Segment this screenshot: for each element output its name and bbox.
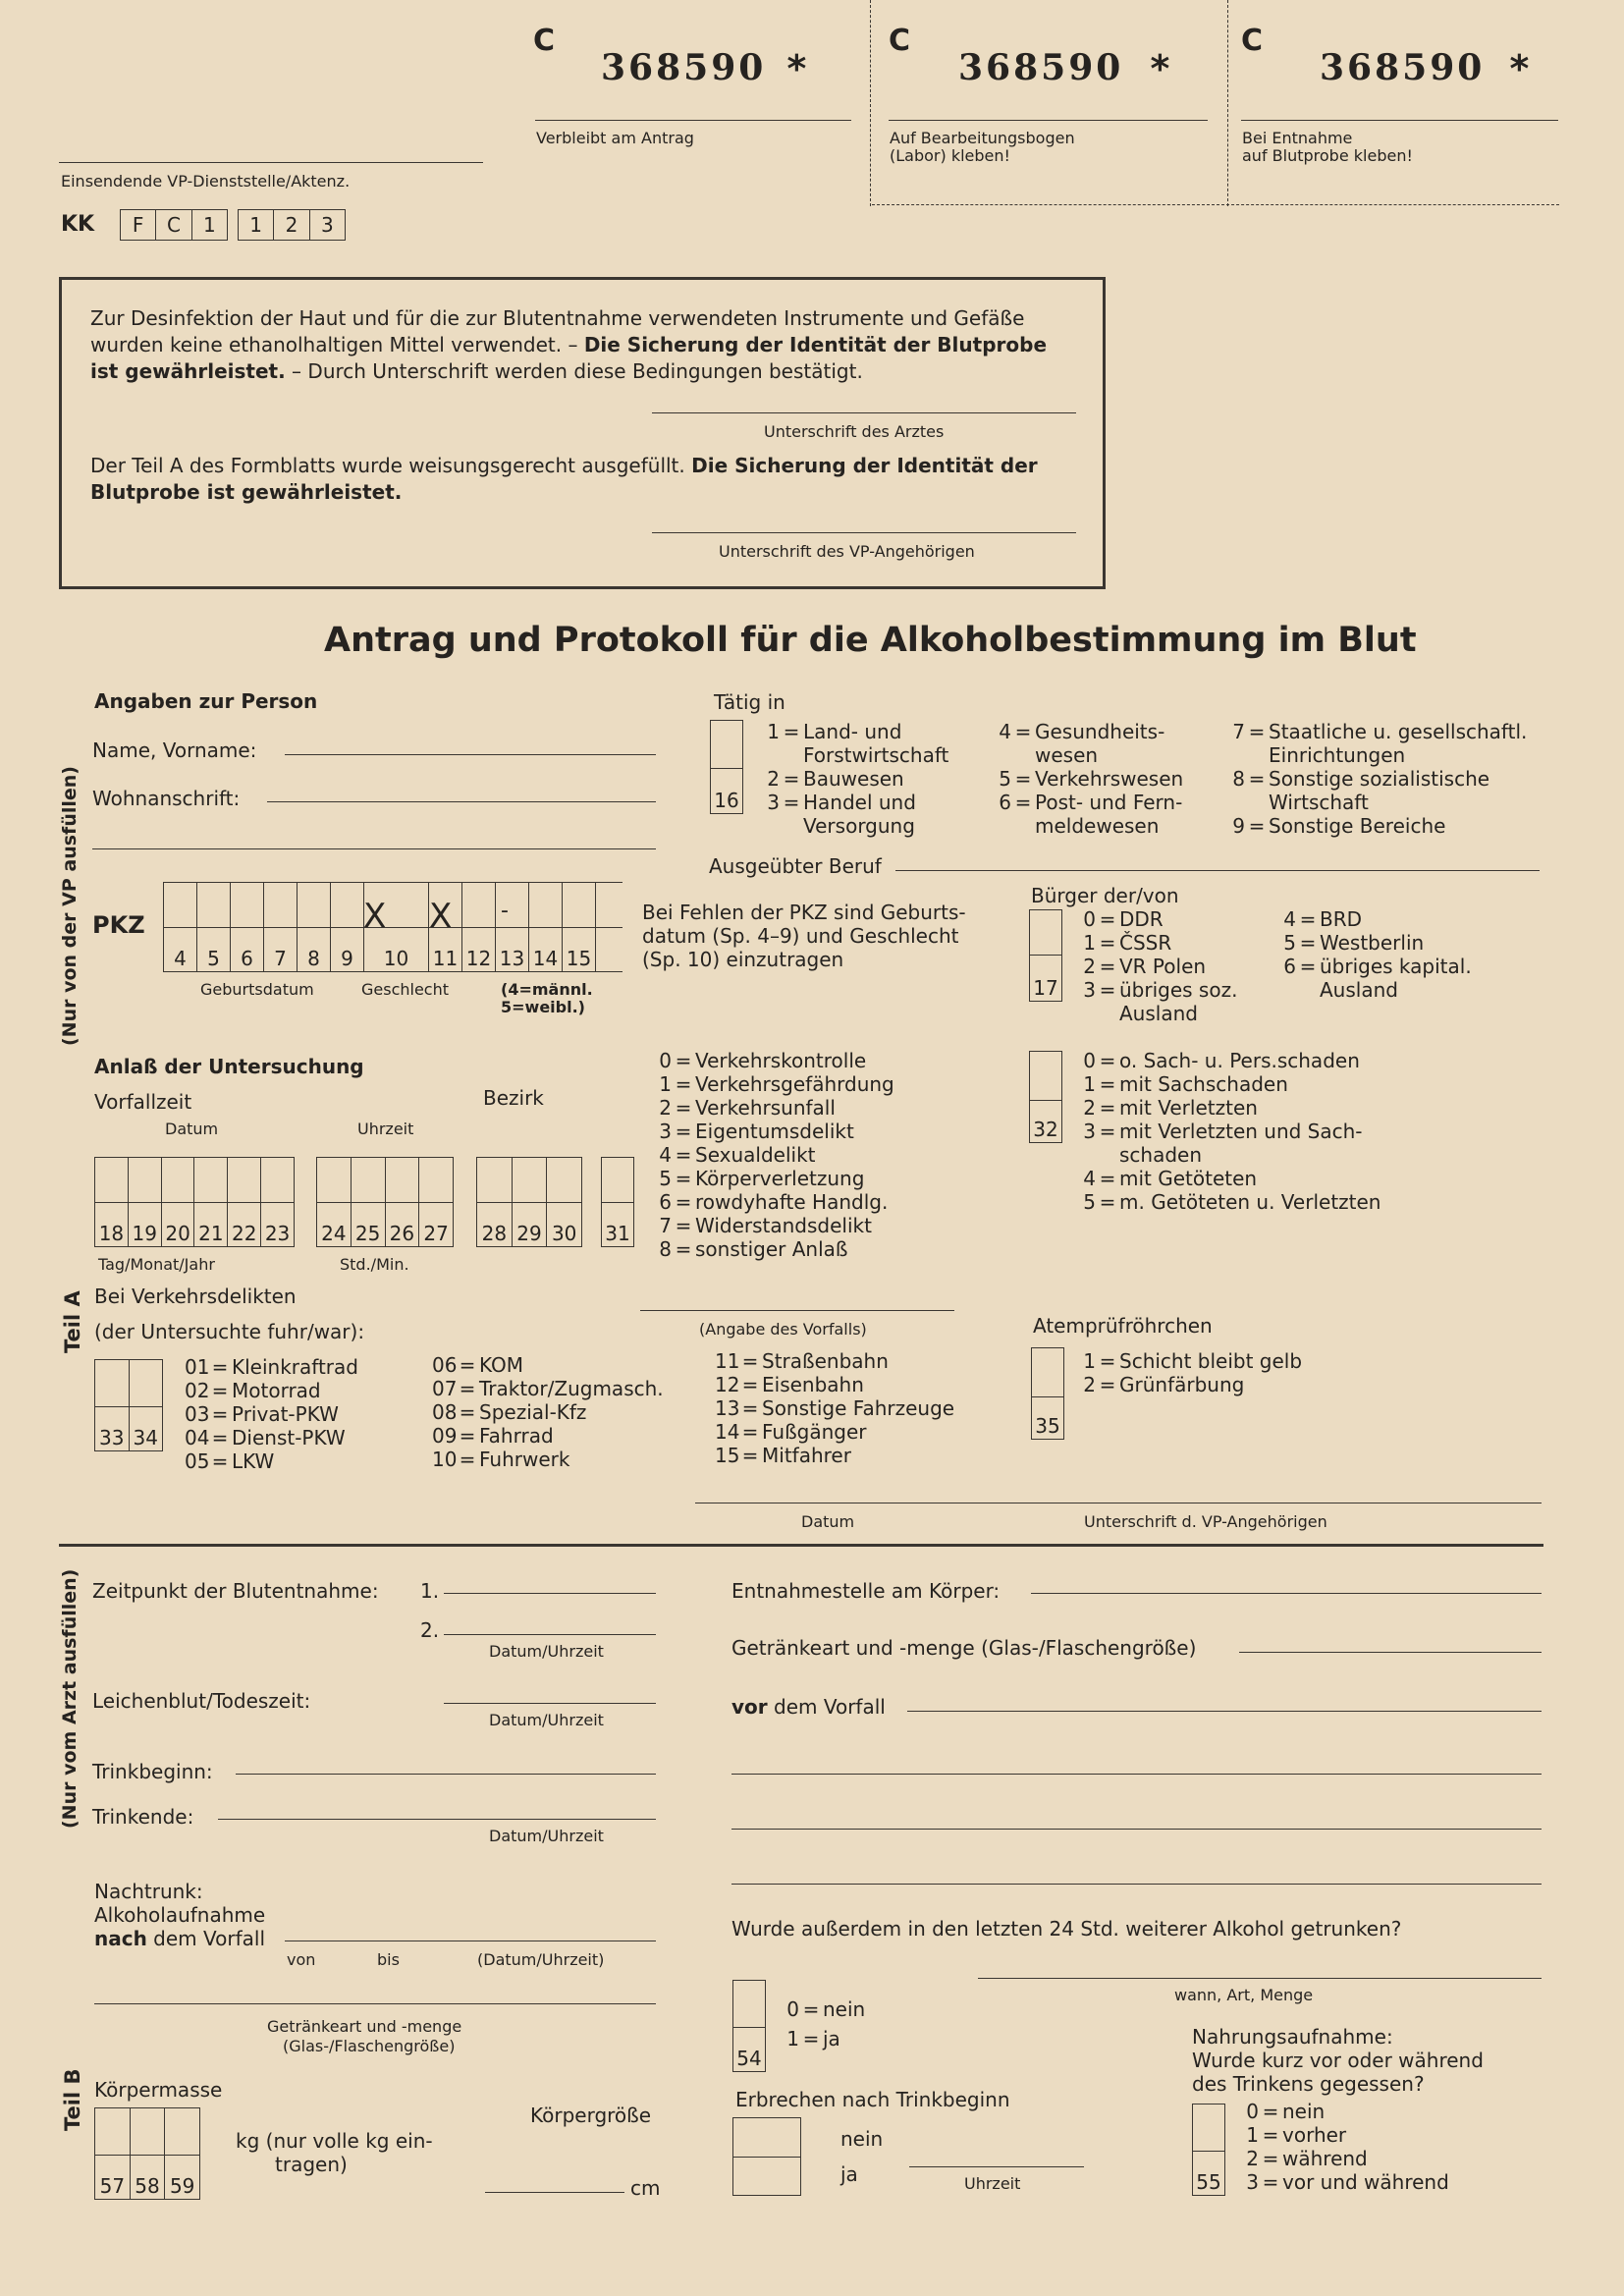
slip3-letter: C: [1241, 24, 1264, 58]
entnahme-field[interactable]: [1031, 1593, 1542, 1594]
taetig-col1: 1 = Land- und Forstwirtschaft 2 = Bauwesen 3 = Handel und Versorgung: [767, 720, 949, 838]
slip1-number: 368590: [601, 47, 767, 88]
wann-field[interactable]: [978, 1978, 1542, 1979]
trinkbeginn-field[interactable]: [236, 1774, 656, 1775]
erbrechen-ja: ja: [840, 2162, 858, 2186]
anlass-heading: Anlaß der Untersuchung: [94, 1055, 364, 1078]
alkoholaufnahme-label: Alkoholaufnahme: [94, 1903, 266, 1927]
verkehr-col1: 01 = Kleinkraftrad 02 = Motorrad 03 = Privat-PKW 04 = Dienst-PKW 05 = LKW: [185, 1355, 358, 1473]
nachtrunk-label: Nachtrunk:: [94, 1880, 203, 1903]
angabe-label: (Angabe des Vorfalls): [699, 1320, 867, 1339]
name-field[interactable]: [285, 754, 656, 755]
anlass-options: 0 = Verkehrskontrolle 1 = Verkehrsgefährdung 2 = Verkehrsunfall 3 = Eigentumsdelikt 4 = Sexualdelikt 5 = Körperverletzung 6 = rowdyhafte Handlg. 7 = Widerstandsdelikt 8 = sonstiger Anlaß: [659, 1049, 894, 1261]
verkehr-title: Bei Verkehrsdelikten: [94, 1285, 297, 1308]
beruf-label: Ausgeübter Beruf: [709, 854, 882, 878]
pkz-mark-dash: -: [501, 899, 509, 923]
confirm-line2: wurden keine ethanolhaltigen Mittel verwendet. – Die Sicherung der Identität der Blutprobe: [90, 333, 1048, 356]
verkehr-sub: (der Untersuchte fuhr/war):: [94, 1320, 365, 1343]
taetig-col3: 7 = Staatliche u. gesellschaftl. Einrichtungen 8 = Sonstige sozialistische Wirtschaft 9 = Sonstige Bereiche: [1232, 720, 1528, 838]
slip2-number: 368590: [958, 47, 1124, 88]
verkehr-col2: 06 = KOM 07 = Traktor/Zugmasch. 08 = Spezial-Kfz 09 = Fahrrad 10 = Fuhrwerk: [432, 1353, 664, 1471]
vor-vorfall-field-2[interactable]: [731, 1774, 1542, 1775]
kk-label: KK: [61, 212, 95, 237]
vor-vorfall-field[interactable]: [907, 1711, 1542, 1712]
buerger-col2: 4 = BRD 5 = Westberlin 6 = übriges kapital. Ausland: [1283, 907, 1472, 1002]
leichen-label: Leichenblut/Todeszeit:: [92, 1689, 311, 1713]
taetig-code-box[interactable]: 16: [710, 720, 743, 814]
zeitpunkt-label: Zeitpunkt der Blutentnahme:: [92, 1579, 379, 1603]
signature-a-datum: Datum: [801, 1512, 855, 1531]
confirm-line1: Zur Desinfektion der Haut und für die zur Blutentnahme verwendeten Instrumente und Gefäße: [90, 306, 1025, 330]
time-grid[interactable]: 24 25 26 27: [316, 1157, 454, 1247]
uhrzeit-label: Uhrzeit: [357, 1120, 414, 1138]
verkehr-col3: 11 = Straßenbahn 12 = Eisenbahn 13 = Sonstige Fahrzeuge 14 = Fußgänger 15 = Mitfahrer: [715, 1349, 955, 1467]
atem-options: 1 = Schicht bleibt gelb 2 = Grünfärbung: [1083, 1349, 1303, 1396]
tmj-label: Tag/Monat/Jahr: [98, 1255, 215, 1274]
side-label-arzt: (Nur vom Arzt ausfüllen): [59, 1568, 81, 1829]
buerger-label: Bürger der/von: [1031, 884, 1179, 907]
zeitpunkt-1: 1.: [420, 1579, 440, 1603]
pkz-gender-note-1: (4=männl.: [501, 980, 593, 999]
getraenk-left-field[interactable]: [94, 2003, 656, 2004]
pkz-label: PKZ: [92, 911, 145, 939]
datum-label: Datum: [165, 1120, 219, 1138]
section-divider: [59, 1544, 1543, 1547]
nahrung-options: 0 = nein 1 = vorher 2 = während 3 = vor und während: [1246, 2100, 1449, 2194]
bezirk-grid[interactable]: 28 29 30: [476, 1157, 582, 1247]
weiterer-code-box[interactable]: 54: [732, 1980, 766, 2072]
getraenk-note-2: (Glas-/Flaschengröße): [283, 2037, 456, 2055]
pkz-hint-2: datum (Sp. 4–9) und Geschlecht: [642, 924, 959, 948]
side-label-teil-a: Teil A: [61, 1290, 84, 1353]
slip3-note-1: Bei Entnahme: [1242, 129, 1353, 147]
koerpermasse-label: Körpermasse: [94, 2078, 223, 2102]
atem-label: Atemprüfröhrchen: [1033, 1314, 1213, 1338]
kk-digit-boxes[interactable]: 1 2 3: [238, 209, 346, 241]
erbrechen-uhrzeit: Uhrzeit: [964, 2174, 1021, 2193]
trinkbeginn-label: Trinkbeginn:: [92, 1760, 213, 1783]
zeitpunkt-1-field[interactable]: [444, 1593, 656, 1594]
pkz-geburtsdatum: Geburtsdatum: [200, 980, 314, 999]
taetig-col2: 4 = Gesundheits- wesen 5 = Verkehrswesen 6 = Post- und Fern- meldewesen: [999, 720, 1184, 838]
cm-label: cm: [630, 2176, 661, 2200]
trinkende-field[interactable]: [218, 1819, 656, 1820]
vor-vorfall-label: vor dem Vorfall: [731, 1695, 886, 1719]
buerger-code-box[interactable]: 17: [1029, 909, 1062, 1002]
address-field[interactable]: [267, 801, 656, 802]
getraenk-label: Getränkeart und -menge (Glas-/Flaschengröße): [731, 1636, 1197, 1660]
nahrung-label-1: Nahrungsaufnahme:: [1192, 2025, 1393, 2049]
getraenk-field[interactable]: [1239, 1652, 1542, 1653]
slip2-letter: C: [889, 24, 911, 58]
code-31-box[interactable]: 31: [601, 1157, 634, 1247]
pkz-hint-3: (Sp. 10) einzutragen: [642, 948, 844, 971]
wann-label: wann, Art, Menge: [1174, 1986, 1314, 2004]
slip3-note-2: auf Blutprobe kleben!: [1242, 146, 1413, 165]
sig-vp-label: Unterschrift des VP-Angehörigen: [719, 542, 975, 561]
kg-label-2: tragen): [275, 2153, 348, 2176]
verkehr-grid[interactable]: 33 34: [94, 1359, 163, 1451]
zeitpunkt-2: 2.: [420, 1618, 440, 1642]
pkz-gender-note-2: 5=weibl.): [501, 998, 585, 1016]
name-label: Name, Vorname:: [92, 738, 257, 762]
getraenk-note-1: Getränkeart und -menge: [267, 2017, 462, 2036]
bis-label: bis: [377, 1950, 400, 1969]
sig-doctor-label: Unterschrift des Arztes: [764, 422, 945, 441]
side-label-teil-b: Teil B: [61, 2068, 84, 2131]
confirm-line3: ist gewährleistet. – Durch Unterschrift werden diese Bedingungen bestätigt.: [90, 359, 863, 383]
slip1-star: *: [785, 47, 808, 90]
datum-uhrzeit-1: Datum/Uhrzeit: [489, 1642, 604, 1661]
kg-label-1: kg (nur volle kg ein-: [236, 2129, 433, 2153]
weiterer-label: Wurde außerdem in den letzten 24 Std. weiterer Alkohol getrunken?: [731, 1917, 1402, 1941]
nahrung-code-box[interactable]: 55: [1192, 2104, 1225, 2196]
vorfallzeit-label: Vorfallzeit: [94, 1090, 192, 1114]
entnahme-label: Entnahmestelle am Körper:: [731, 1579, 1001, 1603]
person-heading: Angaben zur Person: [94, 689, 318, 713]
nahrung-label-2: Wurde kurz vor oder während: [1192, 2049, 1484, 2072]
erbrechen-uhrzeit-field[interactable]: [909, 2166, 1084, 2167]
schaden-code-box[interactable]: 32: [1029, 1051, 1062, 1143]
confirm-line4: Der Teil A des Formblatts wurde weisungsgerecht ausgefüllt. Die Sicherung der Identität der: [90, 454, 1038, 477]
von-label: von: [287, 1950, 316, 1969]
page-title: Antrag und Protokoll für die Alkoholbestimmung im Blut: [324, 621, 1417, 660]
slip1-note: Verbleibt am Antrag: [536, 129, 694, 147]
pkz-mark-x1: X: [363, 897, 387, 936]
stdmin-label: Std./Min.: [340, 1255, 409, 1274]
slip3-star: *: [1508, 47, 1531, 90]
vor-vorfall-field-3[interactable]: [731, 1829, 1542, 1830]
datum-uhrzeit-4: (Datum/Uhrzeit): [477, 1950, 605, 1969]
date-grid[interactable]: 18 19 20 21 22 23: [94, 1157, 295, 1247]
angabe-field[interactable]: [640, 1310, 954, 1311]
groesse-field[interactable]: [485, 2192, 624, 2193]
pkz-grid[interactable]: 4 5 6 7 8 9 10 11 12 13 14 15: [163, 882, 623, 972]
slip2-note-2: (Labor) kleben!: [890, 146, 1010, 165]
address-field-2[interactable]: [92, 848, 656, 849]
slip2-note-1: Auf Bearbeitungsbogen: [890, 129, 1075, 147]
pkz-geschlecht: Geschlecht: [361, 980, 450, 999]
groesse-label: Körpergröße: [530, 2104, 652, 2127]
vor-vorfall-field-4[interactable]: [731, 1884, 1542, 1885]
bezirk-label: Bezirk: [483, 1086, 544, 1110]
erbrechen-label: Erbrechen nach Trinkbeginn: [735, 2088, 1010, 2111]
schaden-options: 0 = o. Sach- u. Pers.schaden 1 = mit Sachschaden 2 = mit Verletzten 3 = mit Verletzten und Sach- schaden 4 = mit Getöteten 5 = m. Getöteten u. Verletzten: [1083, 1049, 1381, 1214]
atem-code-box[interactable]: 35: [1031, 1347, 1064, 1440]
nahrung-label-3: des Trinkens gegessen?: [1192, 2072, 1425, 2096]
sender-label: Einsendende VP-Dienststelle/Aktenz.: [61, 172, 351, 191]
zeitpunkt-2-field[interactable]: [444, 1634, 656, 1635]
slip2-star: *: [1149, 47, 1171, 90]
kk-letter-boxes[interactable]: F C 1: [120, 209, 228, 241]
erbrechen-nein: nein: [840, 2127, 884, 2151]
address-label: Wohnanschrift:: [92, 787, 241, 810]
signature-a-sig: Unterschrift d. VP-Angehörigen: [1084, 1512, 1327, 1531]
weiterer-options: 0 = nein 1 = ja: [786, 1997, 866, 2050]
side-label-vp: (Nur von der VP ausfüllen): [59, 766, 81, 1046]
pkz-hint-1: Bei Fehlen der PKZ sind Geburts-: [642, 901, 966, 924]
taetig-label: Tätig in: [714, 690, 785, 714]
confirm-line5: Blutprobe ist gewährleistet.: [90, 480, 403, 504]
slip1-letter: C: [533, 24, 556, 58]
leichen-field[interactable]: [444, 1703, 656, 1704]
nach-vorfall-label: nach dem Vorfall: [94, 1927, 266, 1950]
datum-uhrzeit-3: Datum/Uhrzeit: [489, 1827, 604, 1845]
buerger-col1: 0 = DDR 1 = ČSSR 2 = VR Polen 3 = übriges soz. Ausland: [1083, 907, 1238, 1025]
datum-uhrzeit-2: Datum/Uhrzeit: [489, 1711, 604, 1729]
pkz-mark-x2: X: [429, 897, 453, 936]
trinkende-label: Trinkende:: [92, 1805, 194, 1829]
koerpermasse-grid[interactable]: 57 58 59: [94, 2107, 200, 2200]
beruf-field[interactable]: [895, 870, 1540, 871]
slip3-number: 368590: [1320, 47, 1486, 88]
